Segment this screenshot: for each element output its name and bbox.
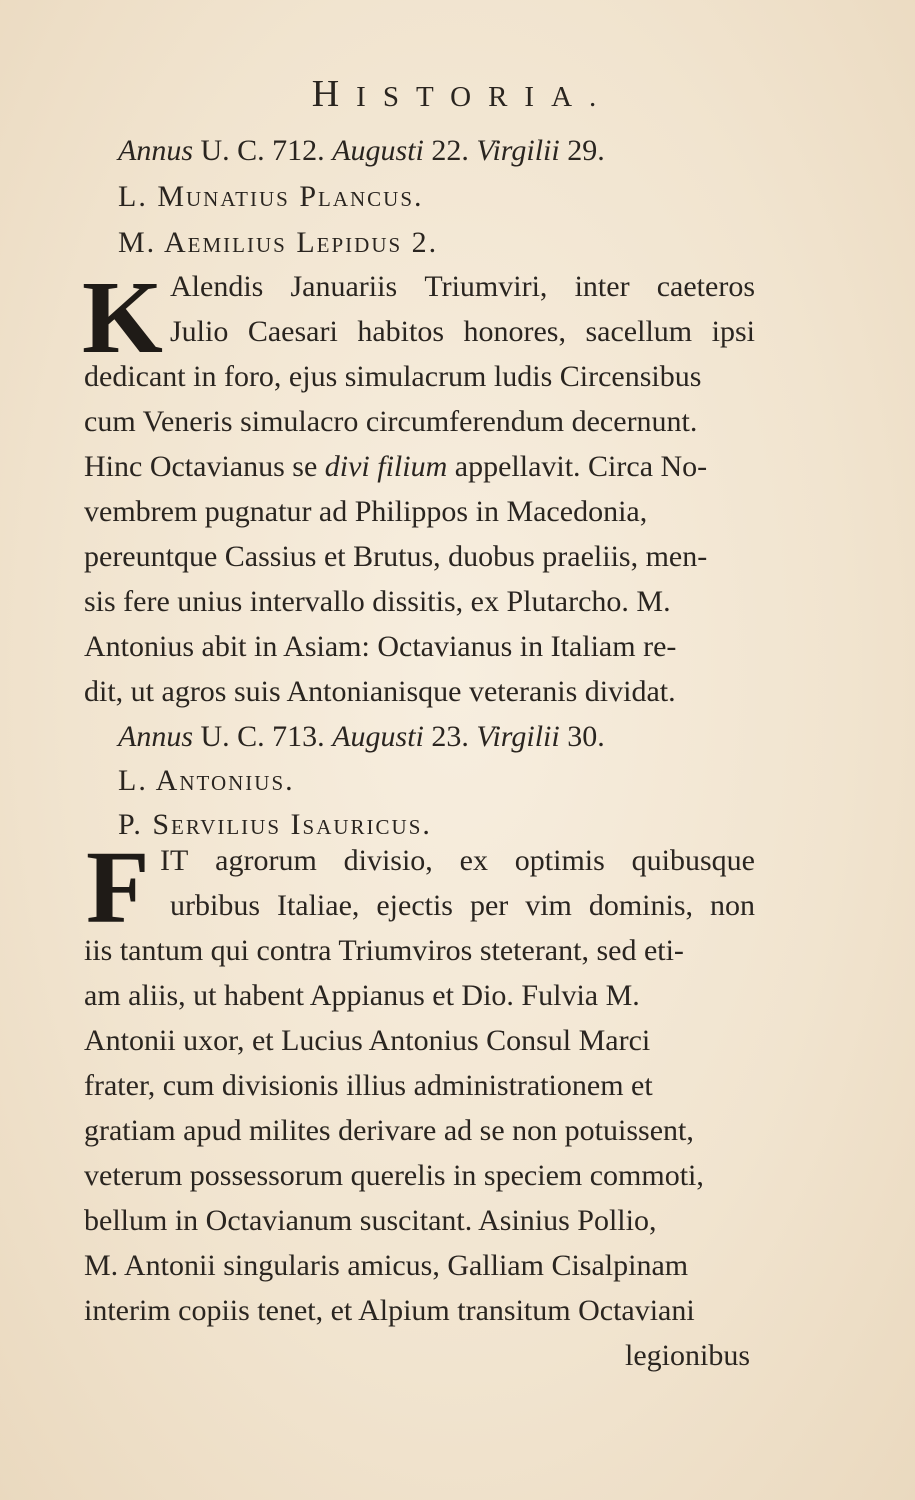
word: ejectis (376, 889, 453, 922)
word: urbibus (170, 889, 260, 922)
text-line: dedicant in foro, ejus simulacrum ludis Circensibus (84, 360, 702, 393)
text-line: sis fere unius intervallo dissitis, ex Plutarcho. M. (84, 585, 671, 618)
text-line: cum Veneris simulacro circumferendum decernunt. (84, 405, 698, 438)
word: Caesari (247, 315, 338, 348)
text-line: iis tantum qui contra Triumviros steterant, sed eti- (84, 934, 684, 967)
word: habitos (357, 315, 444, 348)
word: Alendis (170, 270, 264, 303)
catchword: legionibus (625, 1339, 750, 1372)
word: Italiae, (276, 889, 360, 922)
word: ex (459, 844, 488, 877)
text-line: frater, cum divisionis illius administrationem et (84, 1069, 653, 1102)
text-line: bellum in Octavianum suscitant. Asinius Pollio, (84, 1204, 657, 1237)
text-line: am aliis, ut habent Appianus et Dio. Fulvia M. (84, 979, 640, 1012)
running-head-rest: ISTORIA. (356, 81, 614, 113)
word: non (709, 889, 755, 922)
consul-line: P. Servilius Isauricus. (118, 808, 432, 841)
word: divisio, (343, 844, 433, 877)
running-head (0, 72, 915, 116)
text-line: Hinc Octavianus se divi filium appellavit. Circa No- (84, 450, 708, 483)
year-line-712: Annus U. C. 712. Augusti 22. Virgilii 29. (118, 134, 605, 167)
word: caeteros (656, 270, 755, 303)
word: Januariis (290, 270, 398, 303)
word: quibusque (631, 844, 755, 877)
word: vim (525, 889, 572, 922)
word: Triumviri, (424, 270, 548, 303)
text-line: Antonii uxor, et Lucius Antonius Consul Marci (84, 1024, 651, 1057)
consul-line: L. Munatius Plancus. (118, 180, 424, 213)
word: per (469, 889, 509, 922)
word: agrorum (215, 844, 317, 877)
text-line (160, 842, 755, 880)
word: dominis, (588, 889, 694, 922)
drop-cap-f: F (86, 830, 150, 945)
word: optimis (514, 844, 605, 877)
year-line-713: Annus U. C. 713. Augusti 23. Virgilii 30. (118, 720, 605, 753)
word: inter (574, 270, 630, 303)
text-line: veterum possessorum querelis in speciem commoti, (84, 1159, 704, 1192)
word: honores, (463, 315, 566, 348)
text-line (170, 887, 755, 925)
text-line: vembrem pugnatur ad Philippos in Macedonia, (84, 495, 648, 528)
drop-cap-k: K (82, 260, 163, 375)
consul-line: M. Aemilius Lepidus 2. (118, 226, 439, 259)
text-line: Antonius abit in Asiam: Octavianus in Italiam re- (84, 630, 677, 663)
text-line (170, 313, 755, 351)
word: IT (160, 844, 189, 877)
word: sacellum (585, 315, 693, 348)
word: ipsi (711, 315, 755, 348)
consul-line: L. Antonius. (118, 764, 295, 797)
text-line: pereuntque Cassius et Brutus, duobus praeliis, men- (84, 540, 708, 573)
text-line (170, 268, 755, 306)
running-head-initial: H (311, 73, 357, 115)
word: Julio (170, 315, 229, 348)
text-line: interim copiis tenet, et Alpium transitum Octaviani (84, 1294, 695, 1327)
text-line: gratiam apud milites derivare ad se non potuissent, (84, 1114, 694, 1147)
text-line: M. Antonii singularis amicus, Galliam Cisalpinam (84, 1249, 689, 1282)
text-line: dit, ut agros suis Antonianisque veteranis dividat. (84, 675, 676, 708)
